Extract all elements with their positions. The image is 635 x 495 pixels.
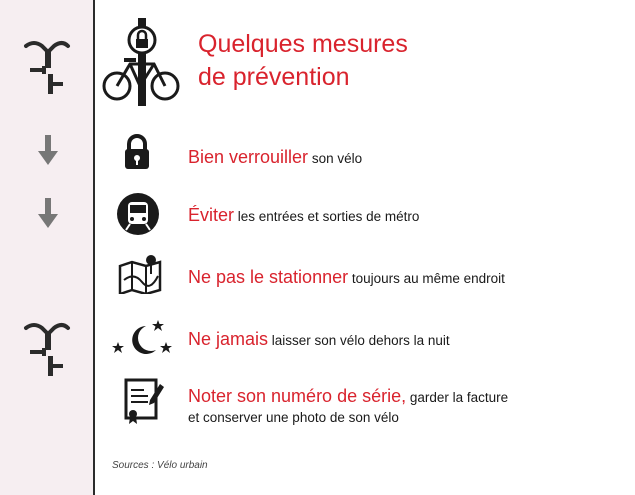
arrow-down-icon (36, 135, 60, 167)
tip-highlight: Noter son numéro de série, (188, 386, 407, 406)
tip-highlight: Éviter (188, 205, 235, 225)
source-value: Vélo urbain (157, 460, 208, 471)
arrow-down-icon (36, 198, 60, 230)
tip-highlight: Ne pas le stationner (188, 267, 349, 287)
tip-highlight: Bien verrouiller (188, 147, 309, 167)
tip-text: garder la facture (406, 390, 509, 405)
source-label: Sources : (112, 460, 155, 471)
night-icon (112, 320, 172, 363)
page-title (198, 28, 408, 94)
certificate-icon (124, 378, 164, 431)
title-line-1: Quelques mesures (198, 30, 408, 58)
bike-handlebar-icon (22, 38, 72, 100)
tip-text-line-2: et conserver une photo de son vélo (188, 410, 399, 425)
bike-handlebar-icon (22, 320, 72, 382)
title-line-2: de prévention (198, 63, 350, 91)
tip-text: laisser son vélo dehors la nuit (268, 333, 450, 348)
metro-icon (116, 192, 160, 241)
locked-bike-icon (102, 18, 182, 111)
map-icon (118, 254, 162, 299)
sidebar (0, 0, 95, 495)
tip-highlight: Ne jamais (188, 329, 269, 349)
padlock-icon (122, 134, 152, 175)
tip-text: son vélo (308, 151, 363, 166)
tip-text: les entrées et sorties de métro (234, 209, 420, 224)
source-note (112, 460, 208, 471)
tip-text: toujours au même endroit (348, 271, 505, 286)
